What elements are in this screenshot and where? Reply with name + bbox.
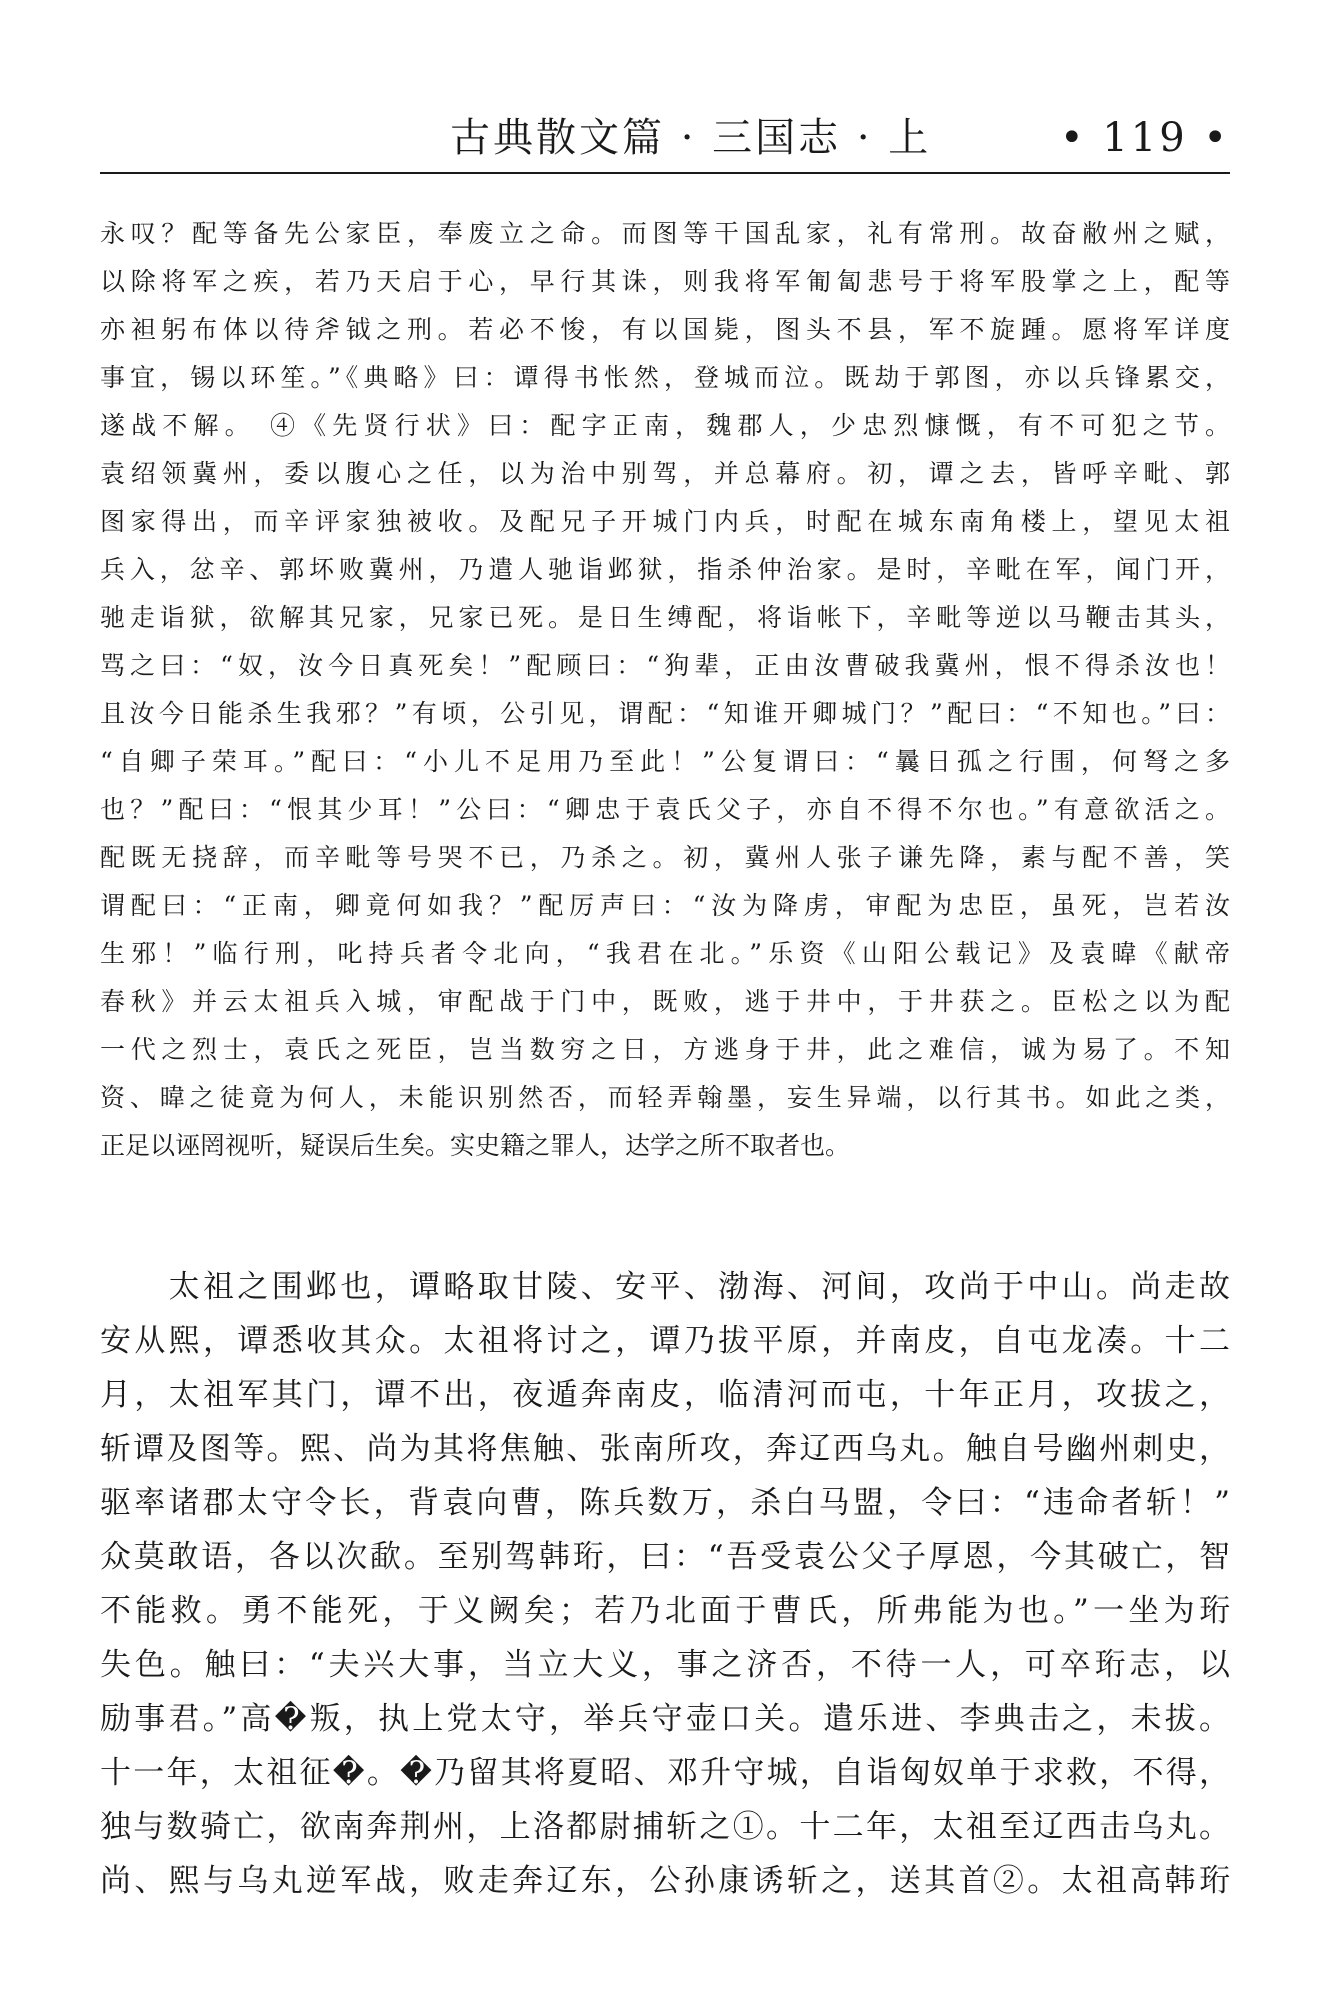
annotation-line: 配既无挠辞，而辛毗等号哭不已，乃杀之。初，冀州人张子谦先降，素与配不善，笑 [100,843,1230,872]
annotation-line: 以除将军之疾，若乃天启于心，早行其诛，则我将军匍匐悲号于将军股掌之上，配等 [100,267,1230,296]
annotation-line: 一代之烈士，袁氏之死臣，岂当数穷之日，方逃身于井，此之难信，诚为易了。不知 [100,1035,1230,1064]
main-text-line: 斩谭及图等。熙、尚为其将焦触、张南所攻，奔辽西乌丸。触自号幽州刺史， [100,1431,1230,1467]
main-text-line: 十一年，太祖征�。�乃留其将夏昭、邓升守城，自诣匈奴单于求救，不得， [100,1755,1230,1791]
annotation-line: 资、暐之徒竟为何人，未能识别然否，而轻弄翰墨，妄生异端，以行其书。如此之类， [100,1083,1230,1112]
annotation-line: 驰走诣狱，欲解其兄家，兄家已死。是日生缚配，将诣帐下，辛毗等逆以马鞭击其头， [100,603,1230,632]
main-text-line: 励事君。”高�叛，执上党太守，举兵守壶口关。遣乐进、李典击之，未拔。 [100,1701,1230,1737]
annotation-line: 亦袒躬布体以待斧钺之刑。若必不悛，有以国毙，图头不县，军不旋踵。愿将军详度 [100,315,1230,344]
annotation-line: 春秋》并云太祖兵入城，审配战于门中，既败，逃于井中，于井获之。臣松之以为配 [100,987,1230,1016]
running-header [100,110,1230,170]
main-text-block [100,1260,1230,1908]
annotation-line: 袁绍领冀州，委以腹心之任，以为治中别驾，并总幕府。初，谭之去，皆呼辛毗、郭 [100,459,1230,488]
main-text-line: 不能救。勇不能死，于义阙矣；若乃北面于曹氏，所弗能为也。”一坐为珩 [100,1593,1230,1629]
main-text-line: 驱率诸郡太守令长，背袁向曹，陈兵数万，杀白马盟，令曰：“违命者斩！” [100,1485,1230,1521]
main-text-line: 月，太祖军其门，谭不出，夜遁奔南皮，临清河而屯，十年正月，攻拔之， [100,1377,1230,1413]
annotation-line: 骂之曰：“奴，汝今日真死矣！”配顾曰：“狗辈，正由汝曹破我冀州，恨不得杀汝也！ [100,651,1230,680]
annotation-line: 永叹？配等备先公家臣，奉废立之命。而图等干国乱家，礼有常刑。故奋敝州之赋， [100,219,1230,248]
page-number: • 119 • [1060,115,1230,161]
annotation-line: 也？”配曰：“恨其少耳！”公曰：“卿忠于袁氏父子，亦自不得不尔也。”有意欲活之。 [100,795,1230,824]
annotation-line: 正足以诬罔视听，疑误后生矣。实史籍之罪人，达学之所不取者也。 [100,1131,851,1160]
main-text-line: 太祖之围邺也，谭略取甘陵、安平、渤海、河间，攻尚于中山。尚走故 [100,1269,1230,1305]
annotation-line: 兵入，忿辛、郭坏败冀州，乃遣人驰诣邺狱，指杀仲治家。是时，辛毗在军，闻门开， [100,555,1230,584]
annotation-block [100,210,1230,1170]
annotation-line: 事宜，锡以环笙。”《典略》曰：谭得书怅然，登城而泣。既劫于郭图，亦以兵锋累交， [100,363,1230,392]
annotation-line: 生邪！”临行刑，叱持兵者令北向，“我君在北。”乐资《山阳公载记》及袁暐《献帝 [100,939,1230,968]
annotation-line: “自卿子荣耳。”配曰：“小儿不足用乃至此！”公复谓曰：“曩日孤之行围，何弩之多 [100,747,1230,776]
main-text-line: 尚、熙与乌丸逆军战，败走奔辽东，公孙康诱斩之，送其首②。太祖高韩珩 [100,1863,1230,1899]
main-text-line: 失色。触曰：“夫兴大事，当立大义，事之济否，不待一人，可卒珩志，以 [100,1647,1230,1683]
header-rule [100,172,1230,174]
annotation-line: 谓配曰：“正南，卿竟何如我？”配厉声曰：“汝为降虏，审配为忠臣，虽死，岂若汝 [100,891,1230,920]
annotation-line: 且汝今日能杀生我邪？”有顷，公引见，谓配：“知谁开卿城门？”配曰：“不知也。”曰： [100,699,1230,728]
annotation-line: 图家得出，而辛评家独被收。及配兄子开城门内兵，时配在城东南角楼上，望见太祖 [100,507,1230,536]
main-text-line: 安从熙，谭悉收其众。太祖将讨之，谭乃拔平原，并南皮，自屯龙凑。十二 [100,1323,1230,1359]
main-text-line: 众莫敢语，各以次歃。至别驾韩珩，曰：“吾受袁公父子厚恩，今其破亡，智 [100,1539,1230,1575]
main-text-line: 独与数骑亡，欲南奔荆州，上洛都尉捕斩之①。十二年，太祖至辽西击乌丸。 [100,1809,1230,1845]
annotation-line: 遂战不解。 ④《先贤行状》曰：配字正南，魏郡人，少忠烈慷慨，有不可犯之节。 [100,411,1230,440]
header-title: 古典散文篇 · 三国志 · 上 [450,115,932,161]
